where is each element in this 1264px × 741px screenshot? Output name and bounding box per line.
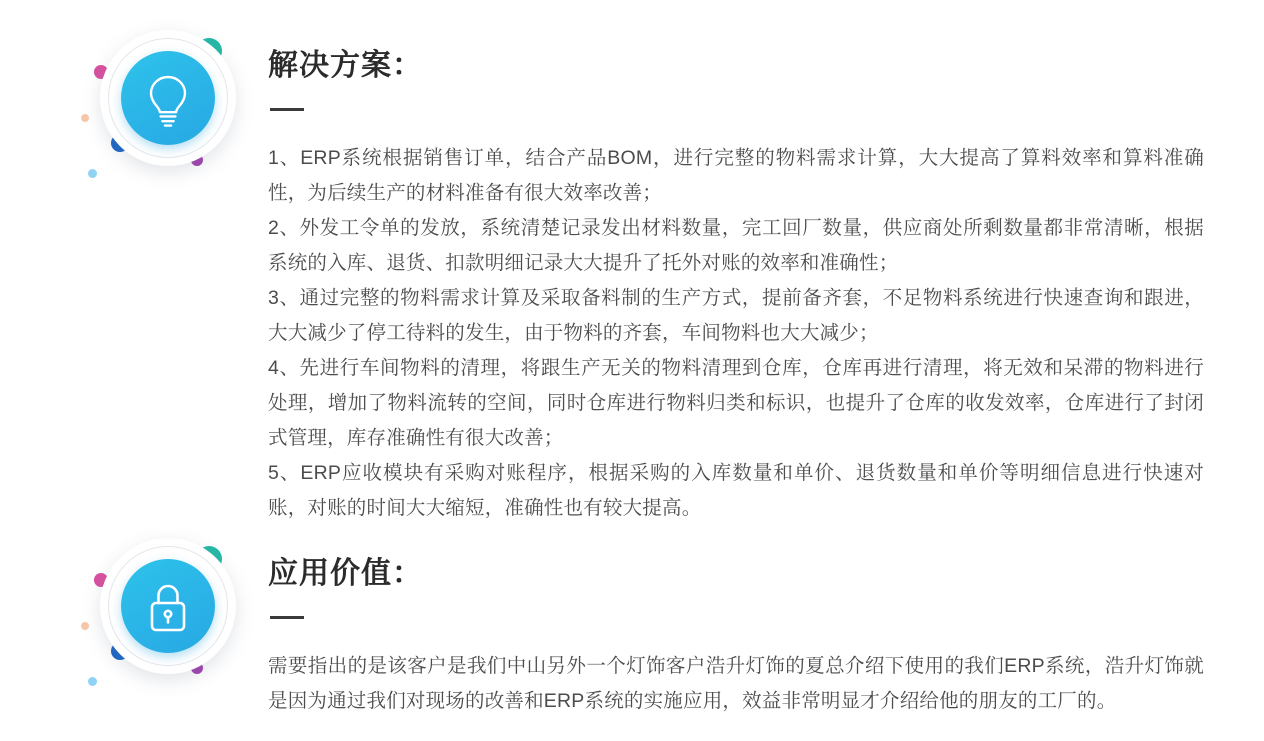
decorative-dot-peach: [81, 622, 89, 630]
section-value: [0, 518, 1264, 719]
page-title: 应用价值：: [268, 557, 423, 590]
value-body: [268, 649, 1204, 719]
paragraph: 需要指出的是该客户是我们中山另外一个灯饰客户浩升灯饰的夏总介绍下使用的我们ERP系统，浩升灯饰就是因为通过我们对现场的改善和ERP系统的实施应用，效益非常明显才介绍给他的朋友的工厂的。: [268, 655, 1204, 712]
lightbulb-icon-cluster: [78, 18, 258, 188]
decorative-dot-sky: [88, 169, 97, 178]
lightbulb-icon: [121, 51, 215, 145]
paragraph: 3、通过完整的物料需求计算及采取备料制的生产方式，提前备齐套，不足物料系统进行快速查询和跟进，大大减少了停工待料的发生，由于物料的齐套，车间物料也大大减少；: [268, 287, 1204, 344]
paragraph: 1、ERP系统根据销售订单，结合产品BOM，进行完整的物料需求计算，大大提高了算料效率和算料准确性，为后续生产的材料准备有很大效率改善；: [268, 147, 1204, 204]
icon-column: [0, 518, 268, 698]
paragraph: 5、ERP应收模块有采购对账程序，根据采购的入库数量和单价、退货数量和单价等明细信息进行快速对账，对账的时间大大缩短，准确性也有较大提高。: [268, 462, 1204, 519]
text-column: [268, 518, 1264, 719]
heading-divider: [270, 616, 304, 619]
section-solution: [0, 10, 1264, 526]
lock-icon-cluster: [78, 526, 258, 696]
heading-divider: [270, 108, 304, 111]
paragraph: 4、先进行车间物料的清理，将跟生产无关的物料清理到仓库，仓库再进行清理，将无效和呆滞的物料进行处理，增加了物料流转的空间，同时仓库进行物料归类和标识，也提升了仓库的收发效率，仓库进行了封闭式管理，库存准确性有很大改善；: [268, 357, 1204, 449]
decorative-dot-peach: [81, 114, 89, 122]
decorative-dot-sky: [88, 677, 97, 686]
text-column: [268, 10, 1264, 526]
lock-icon: [121, 559, 215, 653]
solution-body: [268, 141, 1204, 526]
page-title: 解决方案：: [268, 49, 423, 82]
icon-column: [0, 10, 268, 190]
paragraph: 2、外发工令单的发放，系统清楚记录发出材料数量，完工回厂数量，供应商处所剩数量都非常清晰，根据系统的入库、退货、扣款明细记录大大提升了托外对账的效率和准确性；: [268, 217, 1204, 274]
